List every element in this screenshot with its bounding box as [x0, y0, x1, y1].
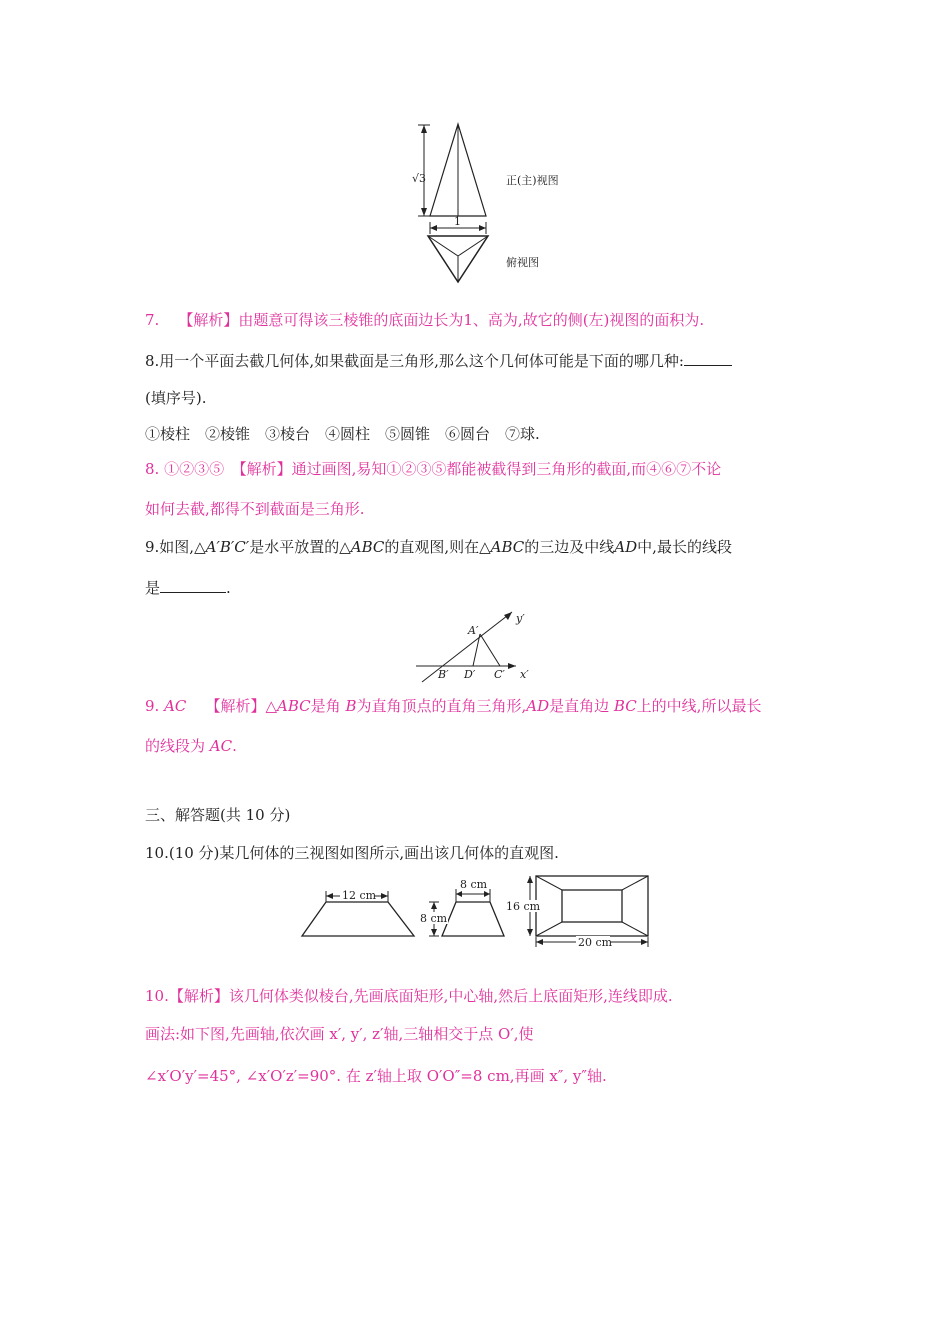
base-label: 1 — [454, 215, 461, 228]
q9-answer-cont-end: . — [232, 737, 237, 755]
q9-tri-abc2: △ABC — [479, 538, 525, 556]
label-d: D′ — [464, 668, 476, 681]
q9-tri-abc: △ABC — [339, 538, 385, 556]
q9-answer-num: 9. — [145, 697, 165, 715]
q9-answer-cont-ac: AC — [209, 737, 233, 755]
q8-stem-text: 8.用一个平面去截几何体,如果截面是三角形,那么这个几何体可能是下面的哪几种: — [145, 352, 684, 370]
top-view-label: 俯视图 — [506, 256, 539, 269]
q9-answer-bc: BC — [613, 697, 637, 715]
q7-answer — [145, 310, 704, 330]
q9-stem — [145, 537, 732, 557]
label-b: B′ — [438, 668, 449, 681]
q9-stem-mid2: 的直观图,则在 — [384, 538, 480, 556]
front-view-label: 正(主)视图 — [506, 174, 559, 187]
q9-blank — [160, 578, 226, 593]
height-label: √3 — [412, 172, 427, 185]
label-y: y′ — [516, 612, 525, 625]
q8-answer: 8. ①②③⑤ 【解析】通过画图,易知①②③⑤都能被截得到三角形的截面,而④⑥⑦不论 — [145, 460, 722, 478]
three-view-figure-q7 — [410, 120, 610, 290]
q9-answer-ac: AC — [164, 697, 187, 715]
label-12cm: 12 cm — [342, 889, 377, 902]
intuitive-figure-q9 — [416, 606, 536, 686]
section-title: 三、解答题(共 10 分) — [145, 806, 291, 824]
q9-answer-cont-a: 的线段为 — [145, 737, 210, 755]
front-view-trapezoid — [302, 902, 414, 936]
label-a: A′ — [468, 624, 479, 637]
label-x: x′ — [520, 668, 529, 681]
q9-stem-b-end: . — [226, 579, 231, 597]
q10-angles: ∠x′O′y′=45°, ∠x′O′z′=90°. 在 z′轴上取 O′O″=8 cm,再画 x″, y″轴. — [145, 1067, 607, 1085]
q9-answer-ad: AD — [526, 697, 550, 715]
q8-options: ①棱柱 ②棱锥 ③棱台 ④圆柱 ⑤圆锥 ⑥圆台 ⑦球. — [145, 425, 540, 443]
three-view-figure-q10 — [300, 872, 660, 952]
label-8cm-side: 8 cm — [420, 912, 448, 925]
q8-blank — [684, 351, 732, 366]
q9-answer-c: 为直角顶点的直角三角形, — [356, 697, 527, 715]
q10-answer: 10.【解析】该几何体类似棱台,先画底面矩形,中心轴,然后上底面矩形,连线即成. — [145, 987, 673, 1005]
q9-answer-bb: B — [345, 697, 357, 715]
q9-tri-prime: △A′B′C′ — [194, 538, 250, 556]
q10-method: 画法:如下图,先画轴,依次画 x′, y′, z′轴,三轴相交于点 O′,使 — [145, 1025, 534, 1043]
q9-answer-d: 是直角边 — [549, 697, 614, 715]
q9-answer-e: 上的中线,所以最长 — [636, 697, 762, 715]
label-16cm: 16 cm — [506, 900, 541, 913]
q9-stem-pre: 9.如图, — [145, 538, 195, 556]
q9-stem-mid: 是水平放置的 — [249, 538, 340, 556]
q10-stem: 10.(10 分)某几何体的三视图如图所示,画出该几何体的直观图. — [145, 844, 559, 862]
q9-answer — [145, 696, 761, 716]
side-view-trapezoid — [442, 902, 504, 936]
q9-stem-mid3: 的三边及中线 — [524, 538, 615, 556]
q9-ad: AD — [614, 538, 638, 556]
q8-stem-cont: (填序号). — [145, 389, 207, 407]
label-c: C′ — [494, 668, 505, 681]
q9-answer-cont — [145, 736, 237, 756]
q9-answer-a: 【解析】△ — [205, 697, 278, 715]
q9-stem-cont — [145, 578, 231, 598]
q7-number: 7. — [145, 311, 160, 329]
q9-stem-end: 中,最长的线段 — [637, 538, 732, 556]
label-20cm: 20 cm — [578, 936, 613, 949]
q8-stem — [145, 351, 732, 371]
q9-stem-b: 是 — [145, 579, 161, 597]
q9-answer-b: 是角 — [310, 697, 346, 715]
q7-analysis: 【解析】由题意可得该三棱锥的底面边长为1、高为,故它的侧(左)视图的面积为. — [178, 311, 705, 329]
q8-answer-cont: 如何去截,都得不到截面是三角形. — [145, 500, 365, 518]
q9-answer-abc: ABC — [277, 697, 311, 715]
label-8cm-top: 8 cm — [460, 878, 488, 891]
top-view-inner-rect — [562, 890, 622, 922]
